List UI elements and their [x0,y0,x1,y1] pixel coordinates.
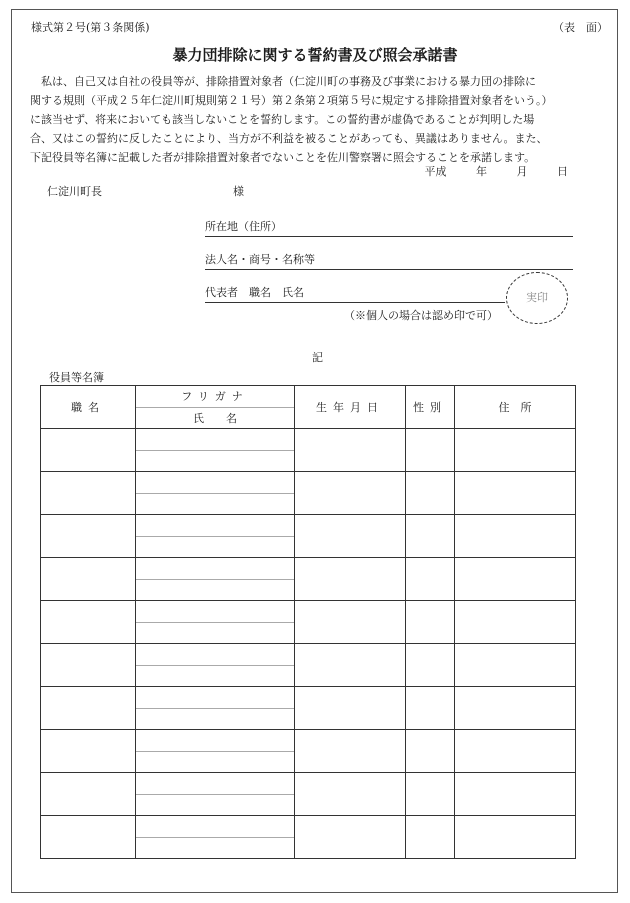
address-cell[interactable] [455,429,576,472]
address-cell[interactable] [455,472,576,515]
company-label: 法人名・商号・名称等 [205,253,315,266]
date-year: 年 [476,165,487,178]
addressee-honorific: 様 [233,185,244,198]
name-cell[interactable] [136,730,295,773]
header-birthdate: 生年月日 [295,386,406,429]
header-position: 職名 [41,386,136,429]
gender-cell[interactable] [406,472,455,515]
date-line [425,163,569,179]
representative-field[interactable] [205,286,505,303]
roster-row [41,687,576,730]
birthdate-cell[interactable] [295,601,406,644]
birthdate-cell[interactable] [295,429,406,472]
roster-row [41,773,576,816]
date-era: 平成 [424,165,447,178]
pledge-line: 合、又はこの誓約に反したことにより、当方が不利益を被ることがあっても、異議はありません。また、 [30,132,548,145]
name-entry[interactable] [136,795,294,816]
address-cell[interactable] [455,515,576,558]
name-entry[interactable] [136,709,294,730]
roster-row [41,472,576,515]
address-field[interactable] [205,220,573,237]
position-cell[interactable] [41,644,136,687]
roster-row [41,429,576,472]
name-entry[interactable] [136,494,294,515]
gender-cell[interactable] [406,601,455,644]
gender-cell[interactable] [406,773,455,816]
birthdate-cell[interactable] [295,515,406,558]
pledge-line: に該当せず、将来においても該当しないことを誓約します。この誓約書が虚偽であることが判明した場 [30,113,535,126]
name-entry[interactable] [136,451,294,472]
roster-row [41,601,576,644]
furigana-entry[interactable] [136,644,294,666]
pledge-line: 関する規則（平成２５年仁淀川町規則第２１号）第２条第２項第５号に規定する排除措置対象者をいう。） [30,94,553,107]
gender-cell[interactable] [406,730,455,773]
roster-row [41,730,576,773]
date-month: 月 [516,165,528,178]
company-field[interactable] [205,253,573,270]
name-cell[interactable] [136,601,295,644]
header-address: 住 所 [455,386,576,429]
position-cell[interactable] [41,429,136,472]
name-entry[interactable] [136,623,294,644]
seal-note: （※個人の場合は認め印で可） [344,309,498,322]
furigana-entry[interactable] [136,515,294,537]
furigana-entry[interactable] [136,429,294,451]
position-cell[interactable] [41,472,136,515]
address-cell[interactable] [455,558,576,601]
position-cell[interactable] [41,816,136,859]
gender-cell[interactable] [406,515,455,558]
gender-cell[interactable] [406,429,455,472]
address-cell[interactable] [455,773,576,816]
position-cell[interactable] [41,773,136,816]
name-cell[interactable] [136,472,295,515]
roster-row [41,816,576,859]
address-cell[interactable] [455,816,576,859]
pledge-body [30,72,602,167]
address-cell[interactable] [455,601,576,644]
furigana-entry[interactable] [136,773,294,795]
document-title: 暴力団排除に関する誓約書及び照会承諾書 [172,46,458,64]
addressee-name: 仁淀川町長 [47,185,102,198]
gender-cell[interactable] [406,558,455,601]
name-cell[interactable] [136,644,295,687]
roster-table [40,385,576,859]
name-cell[interactable] [136,515,295,558]
roster-row [41,515,576,558]
address-cell[interactable] [455,644,576,687]
name-entry[interactable] [136,537,294,558]
position-cell[interactable] [41,687,136,730]
name-entry[interactable] [136,666,294,687]
furigana-entry[interactable] [136,816,294,838]
address-cell[interactable] [455,687,576,730]
page-side-label: （表 面） [553,21,608,34]
furigana-entry[interactable] [136,687,294,709]
gender-cell[interactable] [406,687,455,730]
roster-title: 役員等名簿 [49,371,104,384]
header-gender: 性別 [406,386,455,429]
name-cell[interactable] [136,773,295,816]
furigana-entry[interactable] [136,730,294,752]
birthdate-cell[interactable] [295,730,406,773]
birthdate-cell[interactable] [295,773,406,816]
address-cell[interactable] [455,730,576,773]
roster-row [41,644,576,687]
furigana-entry[interactable] [136,601,294,623]
representative-label: 代表者 職名 氏名 [205,286,304,299]
header-name-cell [136,386,295,429]
ki-heading: 記 [312,351,323,364]
pledge-line: 下記役員等名簿に記載した者が排除措置対象者でないことを佐川警察署に照会することを承諾します。 [30,151,536,164]
gender-cell[interactable] [406,644,455,687]
seal-circle [506,272,568,324]
birthdate-cell[interactable] [295,644,406,687]
seal-label: 実印 [526,291,548,304]
position-cell[interactable] [41,558,136,601]
birthdate-cell[interactable] [295,816,406,859]
name-cell[interactable] [136,687,295,730]
position-cell[interactable] [41,601,136,644]
position-cell[interactable] [41,515,136,558]
header-furigana: フリガナ [136,386,294,408]
position-cell[interactable] [41,730,136,773]
birthdate-cell[interactable] [295,687,406,730]
name-cell[interactable] [136,429,295,472]
furigana-entry[interactable] [136,558,294,580]
date-day: 日 [557,165,568,178]
name-cell[interactable] [136,816,295,859]
name-entry[interactable] [136,752,294,773]
roster-header-row [41,386,576,429]
pledge-line: 私は、自己又は自社の役員等が、排除措置対象者（仁淀川町の事務及び事業における暴力団の排除に [30,75,536,88]
form-number: 様式第２号(第３条関係) [31,21,150,34]
name-cell[interactable] [136,558,295,601]
birthdate-cell[interactable] [295,472,406,515]
furigana-entry[interactable] [136,472,294,494]
gender-cell[interactable] [406,816,455,859]
name-entry[interactable] [136,580,294,601]
birthdate-cell[interactable] [295,558,406,601]
roster-row [41,558,576,601]
address-label: 所在地（住所） [205,220,282,233]
name-entry[interactable] [136,838,294,859]
header-name: 氏 名 [193,411,237,425]
